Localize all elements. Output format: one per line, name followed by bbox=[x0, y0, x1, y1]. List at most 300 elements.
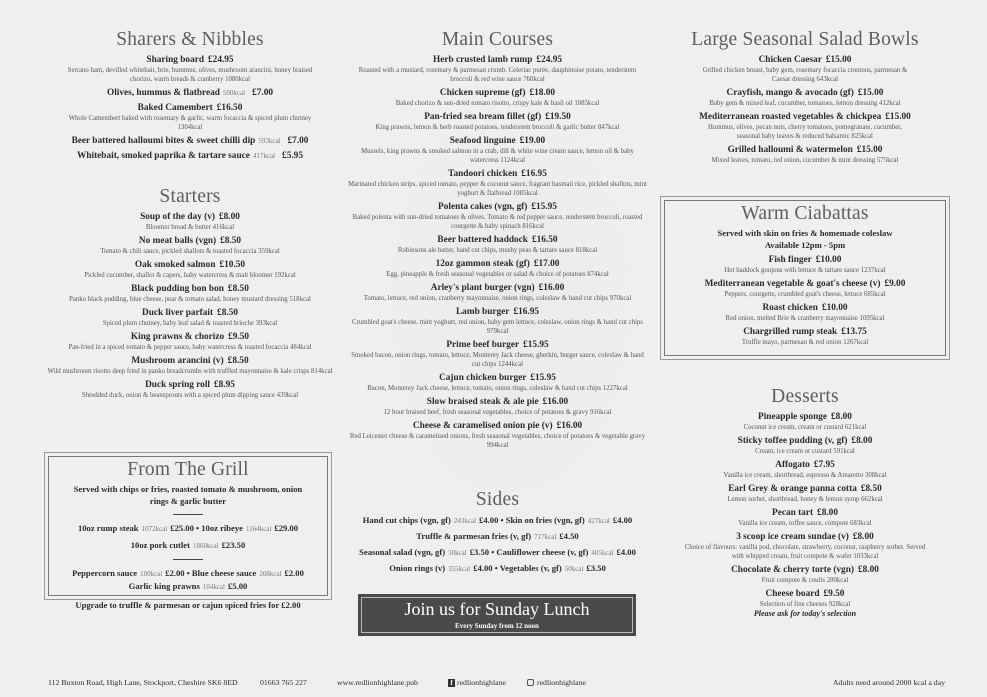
item-description bbox=[348, 246, 648, 255]
menu-item bbox=[40, 308, 340, 328]
menu-item bbox=[660, 412, 950, 432]
item-kcal: 359kcal bbox=[258, 248, 280, 255]
item-name-line bbox=[340, 397, 655, 408]
item-desc-text: Grilled chicken breast, baby gem, rosemary focaccia croutons, parmesan & Caesar dressing bbox=[702, 67, 908, 83]
cheese-board-note: Please ask for today's selection bbox=[753, 609, 857, 618]
item-kcal: 416kcal bbox=[212, 224, 235, 231]
item-name: 12oz gammon steak (gf) bbox=[435, 259, 530, 269]
item-name: Prime beef burger bbox=[446, 340, 520, 350]
item-description bbox=[698, 66, 913, 84]
sharers-section bbox=[40, 29, 340, 162]
item-name: Grilled halloumi & watermelon bbox=[727, 145, 853, 155]
item-name: Chargrilled rump steak bbox=[743, 327, 838, 337]
item-desc-text: Choice of flavours: vanilla pod, chocolate, strawberry, coconut, raspberry sorbet. Served with whipped cream, fruit compote & wafer bbox=[684, 544, 926, 560]
item-name-line bbox=[40, 284, 340, 295]
item-description bbox=[698, 123, 913, 141]
section-title: Warm Ciabattas bbox=[741, 203, 869, 224]
side-price: £4.00 bbox=[612, 515, 633, 525]
item-kcal: 970kcal bbox=[609, 295, 632, 302]
side-name: Cauliflower cheese (v, gf) bbox=[496, 547, 589, 557]
section-title: Starters bbox=[159, 186, 221, 207]
item-kcal: 593kcal bbox=[258, 137, 281, 145]
item-description bbox=[348, 147, 648, 165]
item-name: Slow braised steak & ale pie bbox=[426, 397, 539, 407]
item-price: £7.00 bbox=[252, 88, 274, 98]
menu-item bbox=[40, 212, 340, 232]
item-name: Olives, hummus & flatbread bbox=[106, 88, 220, 98]
side-name: Truffle & parmesan fries (v, gf) bbox=[416, 531, 532, 541]
item-price: £18.00 bbox=[529, 88, 556, 98]
item-price: £10.00 bbox=[815, 255, 842, 265]
item-name: Mediterranean vegetable & goat's cheese (v) bbox=[704, 279, 881, 289]
item-desc-text: Egg, pineapple & fresh seasonal vegetables or salad & choice of potatoes bbox=[386, 271, 586, 278]
item-name: Pecan tart bbox=[772, 508, 814, 518]
menu-item bbox=[664, 255, 946, 275]
item-name-line bbox=[340, 202, 655, 213]
item-name: Sticky toffee pudding (v, gf) bbox=[737, 436, 848, 446]
item-price: £15.95 bbox=[531, 202, 557, 212]
menu-item bbox=[660, 565, 950, 585]
item-name-line bbox=[660, 88, 950, 99]
item-price: £8.50 bbox=[217, 308, 239, 318]
item-desc-text: Tomato & chili sauce, pickled shallots & toasted focaccia bbox=[100, 248, 257, 255]
item-description bbox=[675, 314, 935, 323]
item-name-line bbox=[660, 145, 950, 156]
item-desc-text: Spiced plum chutney, baby leaf salad & toasted brioche bbox=[102, 320, 254, 327]
item-name: Crayfish, mango & avocado (gf) bbox=[726, 88, 854, 98]
item-name: Soup of the day (v) bbox=[140, 212, 215, 222]
item-name: Pan-fried sea bream fillet (gf) bbox=[424, 112, 542, 122]
item-price: £15.95 bbox=[523, 340, 549, 350]
item-kcal: 994kcal bbox=[486, 442, 509, 449]
item-desc-text: Cream, ice cream or custard bbox=[755, 448, 832, 455]
item-kcal: 847kcal bbox=[597, 124, 620, 131]
item-description bbox=[348, 180, 648, 198]
item-description bbox=[675, 266, 935, 275]
item-kcal: 1124kcal bbox=[500, 157, 526, 164]
item-desc-text: Shredded duck, onion & beansprouts with a spiced plum dipping sauce bbox=[81, 392, 275, 399]
grill-steaks-line-1: 10oz rump steak 1072kcal £25.00 • 10oz ribeye 1164kcal £29.00 bbox=[77, 523, 299, 533]
item-name: Chicken supreme (gf) bbox=[439, 88, 526, 98]
item-name-line bbox=[660, 565, 950, 576]
item-kcal: 575kcal bbox=[876, 157, 899, 164]
item-kcal: 412kcal bbox=[879, 100, 901, 107]
item-price: £16.00 bbox=[542, 397, 569, 407]
divider bbox=[173, 514, 203, 515]
menu-item bbox=[340, 340, 655, 369]
item-name-line bbox=[664, 279, 946, 290]
item-price: £15.00 bbox=[825, 55, 852, 65]
menu-item bbox=[40, 55, 340, 84]
menu-item bbox=[40, 136, 340, 147]
grill-upgrade: Upgrade to truffle & parmesan or cajun spiced fries for £2.00 bbox=[75, 600, 301, 610]
item-name: Duck spring roll bbox=[145, 380, 210, 390]
item-price: £5.95 bbox=[282, 151, 303, 161]
sides-row: Onion rings (v) 355kcal £4.00 • Vegetables (v, gf) 50kcal £3.50 bbox=[389, 563, 606, 573]
item-name-line bbox=[40, 236, 340, 247]
item-price: £7.00 bbox=[287, 136, 309, 146]
item-price: £8.00 bbox=[857, 565, 879, 575]
menu-item bbox=[660, 436, 950, 456]
item-name: Sharing board bbox=[146, 55, 205, 65]
item-name-line bbox=[40, 332, 340, 343]
item-desc-text: Smoked bacon, onion rings, tomato, lettuce, Monterey Jack cheese, gherkin, burger sauce, coleslaw & hand cut chips bbox=[351, 352, 644, 368]
item-name: Black pudding bon bon bbox=[131, 284, 224, 294]
item-name: Beer battered haddock bbox=[437, 235, 528, 245]
item-price: £16.95 bbox=[513, 307, 540, 317]
item-description bbox=[348, 351, 648, 369]
item-price: £16.50 bbox=[216, 103, 243, 113]
sides-row bbox=[340, 530, 655, 543]
menu-item bbox=[40, 103, 340, 132]
menu-item bbox=[40, 356, 340, 376]
item-desc-text: Baby gem & mixed leaf, cucumber, tomatoes, lemon dressing bbox=[709, 100, 878, 107]
item-name-line bbox=[664, 303, 946, 314]
item-desc-text: Truffle mayo, parmesan & red onion bbox=[741, 339, 842, 346]
item-description bbox=[40, 391, 340, 400]
item-price: £15.00 bbox=[885, 112, 911, 122]
side-name: Vegetables (v, gf) bbox=[499, 563, 562, 573]
item-name: King prawns & chorizo bbox=[130, 332, 225, 342]
menu-item bbox=[340, 283, 655, 303]
item-kcal: 818kcal bbox=[575, 247, 598, 254]
item-name: Affogato bbox=[775, 460, 810, 470]
item-price: £24.95 bbox=[208, 55, 234, 65]
item-kcal: 1095kcal bbox=[859, 315, 885, 322]
item-desc-text: Baked polenta with sun-dried tomatoes & olives. Tomato & red pepper sauce, tenderstem broccoli, roasted courgette & baby spinach bbox=[352, 214, 643, 230]
item-desc-text: Panko black pudding, blue cheese, pear & tomato salad, honey mustard dressing bbox=[69, 296, 288, 303]
item-description bbox=[348, 318, 648, 336]
menu-item bbox=[340, 169, 655, 198]
item-name: Lamb burger bbox=[455, 307, 510, 317]
salads-section bbox=[660, 29, 950, 165]
item-name: No meat balls (vgn) bbox=[138, 236, 217, 246]
menu-item bbox=[40, 332, 340, 352]
item-name-line bbox=[340, 169, 655, 180]
item-name-line bbox=[664, 327, 946, 338]
item-price: £9.50 bbox=[823, 589, 845, 599]
item-price: £16.50 bbox=[531, 235, 558, 245]
item-kcal: 979kcal bbox=[486, 328, 509, 335]
grill-prawns-line: Garlic king prawns 104kcal £5.00 bbox=[128, 581, 248, 591]
item-description bbox=[680, 519, 930, 528]
menu-item bbox=[40, 260, 340, 280]
section-title: Sharers & Nibbles bbox=[116, 29, 264, 50]
item-kcal: 500kcal bbox=[222, 89, 246, 97]
side-name: Hand cut chips (vgn, gf) bbox=[362, 515, 451, 525]
item-desc-text: Bloomer bread & butter bbox=[145, 224, 211, 231]
ciabattas-availability: Available 12pm - 5pm bbox=[764, 240, 846, 250]
item-name-line bbox=[340, 259, 655, 270]
item-price: £8.00 bbox=[852, 532, 874, 542]
item-kcal: 591kcal bbox=[833, 448, 855, 455]
side-name: Seasonal salad (vgn, gf) bbox=[359, 547, 446, 557]
footer-phone[interactable]: 01663 765 227 bbox=[260, 678, 307, 687]
side-price: £4.00 bbox=[473, 563, 493, 573]
item-kcal: 825kcal bbox=[851, 133, 873, 140]
item-kcal: 393kcal bbox=[255, 320, 278, 327]
item-desc-text: Lemon sorbet, shortbread, honey & lemon syrup bbox=[727, 496, 860, 503]
item-name-line bbox=[40, 260, 340, 271]
item-desc-text: Whole Camembert baked with rosemary & garlic, warm focaccia & spiced plum chutney bbox=[68, 115, 312, 122]
side-price: £3.50 bbox=[586, 563, 606, 573]
item-kcal: 484kcal bbox=[290, 344, 312, 351]
item-desc-text: Baked chorizo & sun-dried tomato risotto, crispy kale & basil oil bbox=[395, 100, 573, 107]
item-name: Cheese & caramelised onion pie (v) bbox=[412, 421, 553, 431]
item-price: £17.00 bbox=[533, 259, 560, 269]
menu-item bbox=[340, 235, 655, 255]
item-description bbox=[698, 156, 913, 165]
item-description bbox=[65, 114, 315, 132]
item-name: Mediterranean roasted vegetables & chickpea bbox=[699, 112, 882, 122]
menu-item bbox=[40, 88, 340, 99]
item-price: £15.00 bbox=[856, 145, 883, 155]
item-desc-text: Wild mushroom risotto deep fried in panko breadcrumbs with truffled mayonnaise & kale crisps bbox=[47, 368, 310, 375]
item-desc-text: Mixed leaves, tomato, red onion, cucumber & mint dressing bbox=[711, 157, 876, 164]
menu-item bbox=[340, 202, 655, 231]
section-title: Main Courses bbox=[441, 29, 554, 50]
item-name-line bbox=[340, 136, 655, 147]
item-price: £7.95 bbox=[813, 460, 835, 470]
item-description bbox=[348, 99, 648, 108]
item-name: Polenta cakes (vgn, gf) bbox=[438, 202, 528, 212]
item-desc-text: Hot haddock goujons with lettuce & tartare sauce bbox=[724, 267, 859, 274]
item-price: £13.75 bbox=[841, 327, 867, 337]
item-description bbox=[680, 576, 930, 585]
item-kcal: 1227kcal bbox=[602, 385, 628, 392]
item-desc-text: Coconut ice cream, cream or custard bbox=[743, 424, 844, 431]
item-kcal: 308kcal bbox=[864, 472, 887, 479]
item-name-line bbox=[660, 55, 950, 66]
item-description bbox=[348, 66, 648, 84]
item-desc-text: Marinated chicken strips, spiced tomato, pepper & coconut sauce, fragrant basmati rice, pickled shallots, mint yoghurt & flatbread bbox=[348, 181, 647, 197]
item-price: £15.95 bbox=[530, 373, 556, 383]
item-kcal: 685kcal bbox=[863, 291, 886, 298]
item-kcal: 916kcal bbox=[589, 409, 612, 416]
side-name: Onion rings (v) bbox=[389, 563, 446, 573]
item-price: £16.00 bbox=[538, 283, 565, 293]
footer-facebook[interactable]: f redlionhighlane bbox=[448, 678, 506, 687]
item-kcal: 1267kcal bbox=[843, 339, 869, 346]
side-price: £4.50 bbox=[559, 531, 579, 541]
menu-item bbox=[660, 589, 950, 609]
menu-item bbox=[40, 151, 340, 162]
section-title: From The Grill bbox=[127, 459, 249, 480]
item-description bbox=[40, 247, 340, 256]
side-price: £3.50 bbox=[469, 547, 490, 557]
section-title: Desserts bbox=[771, 386, 839, 407]
side-kcal: 427kcal bbox=[587, 517, 610, 525]
item-name: Herb crusted lamb rump bbox=[433, 55, 533, 65]
item-description bbox=[65, 66, 315, 84]
item-desc-text: Hummus, olives, pecan nuts, cherry tomatoes, pomegranate, cucumber, seasonal baby leaves & reduced balsamic bbox=[708, 124, 902, 140]
menu-item bbox=[660, 145, 950, 165]
item-name: Arley's plant burger (vgn) bbox=[430, 283, 535, 293]
item-description bbox=[680, 495, 930, 504]
item-description bbox=[348, 432, 648, 450]
item-desc-text: Vanilla ice cream, toffee sauce, compote bbox=[738, 520, 849, 527]
item-kcal: 1085kcal bbox=[574, 100, 600, 107]
menu-item bbox=[340, 136, 655, 165]
footer-address: 112 Buxton Road, High Lane, Stockport, Cheshire SK6 8ED bbox=[48, 678, 238, 687]
item-name: Oak smoked salmon bbox=[134, 260, 216, 270]
item-description bbox=[680, 447, 930, 456]
item-kcal: 874kcal bbox=[587, 271, 609, 278]
item-description bbox=[348, 270, 648, 279]
item-name-line bbox=[660, 508, 950, 519]
item-price: £8.50 bbox=[227, 356, 249, 366]
item-price: £8.00 bbox=[851, 436, 873, 446]
footer-instagram[interactable]: redlionhighlane bbox=[527, 678, 586, 687]
grill-steaks-line-2: 10oz pork cutlet 1860kcal £23.50 bbox=[130, 540, 246, 550]
item-description bbox=[680, 543, 930, 561]
item-kcal: 417kcal bbox=[252, 152, 276, 160]
menu-item bbox=[664, 327, 946, 347]
item-name-line bbox=[340, 283, 655, 294]
item-description bbox=[348, 408, 648, 417]
item-price: £8.50 bbox=[220, 236, 242, 246]
side-kcal: 30kcal bbox=[448, 549, 467, 557]
item-name-line bbox=[340, 235, 655, 246]
item-desc-text: Vanilla ice cream, shortbread, espresso & Amaretto bbox=[723, 472, 864, 479]
menu-item bbox=[340, 307, 655, 336]
item-name: Pineapple sponge bbox=[758, 412, 828, 422]
item-price: £8.50 bbox=[860, 484, 882, 494]
item-name-line bbox=[340, 55, 655, 66]
item-name-line bbox=[664, 255, 946, 266]
item-description bbox=[698, 99, 913, 108]
item-name-line bbox=[660, 484, 950, 495]
item-description bbox=[348, 213, 648, 231]
sides-row: Seasonal salad (vgn, gf) 30kcal £3.50 • Cauliflower cheese (v, gf) 405kcal £4.00 bbox=[359, 547, 636, 557]
item-description bbox=[348, 294, 648, 303]
footer-website[interactable]: www.redlionhighlane.pub bbox=[337, 678, 418, 687]
grill-sauces-line: Peppercorn sauce 100kcal £2.00 • Blue cheese sauce 208kcal £2.00 bbox=[72, 568, 304, 578]
item-price: £24.95 bbox=[536, 55, 562, 65]
side-name: Skin on fries (vgn, gf) bbox=[505, 515, 585, 525]
item-name: Chicken Caesar bbox=[758, 55, 822, 65]
item-name-line bbox=[40, 308, 340, 319]
menu-item bbox=[660, 484, 950, 504]
menu-item bbox=[660, 532, 950, 561]
menu-item bbox=[340, 55, 655, 84]
item-price: £16.00 bbox=[556, 421, 583, 431]
sunday-subtitle: Every Sunday from 12 noon bbox=[455, 622, 539, 630]
item-description bbox=[40, 319, 340, 328]
item-desc-text: 12 hour braised beef, fresh seasonal vegetables, choice of potatoes & gravy bbox=[383, 409, 589, 416]
item-name-line bbox=[660, 532, 950, 543]
item-desc-text: Selection of fine cheeses bbox=[759, 601, 828, 608]
item-description bbox=[40, 223, 340, 232]
grill-intro: Served with chips or fries, roasted tomato & mushroom, onion rings & garlic butter bbox=[73, 484, 303, 506]
item-description bbox=[348, 123, 648, 132]
menu-item bbox=[40, 284, 340, 304]
menu-item bbox=[660, 112, 950, 141]
item-name: Tandoori chicken bbox=[448, 169, 518, 179]
item-desc-text: Fruit compote & coulis bbox=[761, 577, 825, 584]
menu-item bbox=[40, 380, 340, 400]
item-price: £19.50 bbox=[545, 112, 571, 122]
item-kcal: 1033kcal bbox=[853, 553, 879, 560]
item-name-line bbox=[660, 589, 950, 600]
item-kcal: 1080kcal bbox=[225, 76, 251, 83]
menu-item bbox=[340, 373, 655, 393]
item-kcal: 1085kcal bbox=[512, 190, 538, 197]
menu-item bbox=[340, 397, 655, 417]
item-desc-text: Pan-fried in a spiced tomato & pepper sauce, baby watercress & toasted focaccia bbox=[68, 344, 289, 351]
item-price: £9.50 bbox=[228, 332, 250, 342]
item-desc-text: Bacon, Monterey Jack cheese, lettuce, tomato, onion rings, coleslaw & hand cut chips bbox=[367, 385, 602, 392]
menu-item bbox=[340, 259, 655, 279]
item-name: Whitebait, smoked paprika & tartare sauce bbox=[77, 151, 250, 161]
item-desc-text: Pickled cucumber, shallot & capers, baby watercress & malt bloomer bbox=[84, 272, 273, 279]
item-name-line bbox=[340, 307, 655, 318]
item-price: £19.00 bbox=[519, 136, 546, 146]
menu-item bbox=[340, 421, 655, 450]
section-title: Large Seasonal Salad Bowls bbox=[691, 29, 919, 50]
item-price: £9.00 bbox=[884, 279, 906, 289]
item-name: Mushroom arancini (v) bbox=[131, 356, 224, 366]
facebook-icon: f bbox=[448, 679, 455, 687]
item-name: Chocolate & cherry torte (vgn) bbox=[731, 565, 854, 575]
starters-section bbox=[40, 186, 340, 400]
item-name-line bbox=[40, 103, 340, 114]
menu-item bbox=[340, 112, 655, 132]
sides-row: Hand cut chips (vgn, gf) 243kcal £4.00 • Skin on fries (vgn, gf) 427kcal £4.00 bbox=[362, 515, 633, 525]
menu-item bbox=[664, 279, 946, 299]
item-desc-text: Red Leicester cheese & caramelised onions, fresh seasonal vegetables, choice of potatoes & vegetable gravy bbox=[349, 433, 646, 440]
item-name: Fish finger bbox=[768, 255, 812, 265]
item-name-line bbox=[40, 380, 340, 391]
section-title: Sides bbox=[475, 489, 520, 510]
item-price: £8.50 bbox=[227, 284, 249, 294]
side-kcal: 405kcal bbox=[591, 549, 614, 557]
item-description bbox=[40, 343, 340, 352]
item-name: Cheese board bbox=[765, 589, 820, 599]
item-name: Earl Grey & orange panna cotta bbox=[728, 484, 857, 494]
item-price: £8.00 bbox=[218, 212, 240, 222]
item-name-line bbox=[40, 88, 340, 99]
item-description bbox=[40, 367, 340, 376]
item-description bbox=[675, 338, 935, 347]
side-price: £4.00 bbox=[479, 515, 499, 525]
item-name-line bbox=[40, 151, 340, 162]
item-name: Roast chicken bbox=[762, 303, 818, 313]
item-name: Cajun chicken burger bbox=[439, 373, 527, 383]
item-kcal: 928kcal bbox=[828, 601, 851, 608]
item-kcal: 1304kcal bbox=[177, 124, 203, 131]
item-desc-text: Peppers, courgette, crumbled goat's cheese, lettuce bbox=[724, 291, 863, 298]
sides-section bbox=[340, 489, 655, 575]
item-name-line bbox=[340, 88, 655, 99]
menu-item bbox=[664, 303, 946, 323]
item-price: £15.00 bbox=[857, 88, 884, 98]
instagram-icon bbox=[527, 679, 534, 686]
grill-section bbox=[48, 459, 328, 611]
item-price: £10.50 bbox=[219, 260, 246, 270]
item-name-line bbox=[40, 55, 340, 66]
menu-item bbox=[660, 88, 950, 108]
menu-item bbox=[660, 508, 950, 528]
item-price: £8.00 bbox=[817, 508, 838, 518]
item-kcal: 683kcal bbox=[850, 520, 872, 527]
ciabattas-intro: Served with skin on fries & homemade coleslaw bbox=[717, 228, 893, 238]
item-description bbox=[680, 423, 930, 432]
ciabattas-section bbox=[664, 203, 946, 347]
sunday-title: Join us for Sunday Lunch bbox=[404, 599, 590, 619]
item-name-line bbox=[40, 136, 340, 147]
item-kcal: 518kcal bbox=[289, 296, 311, 303]
